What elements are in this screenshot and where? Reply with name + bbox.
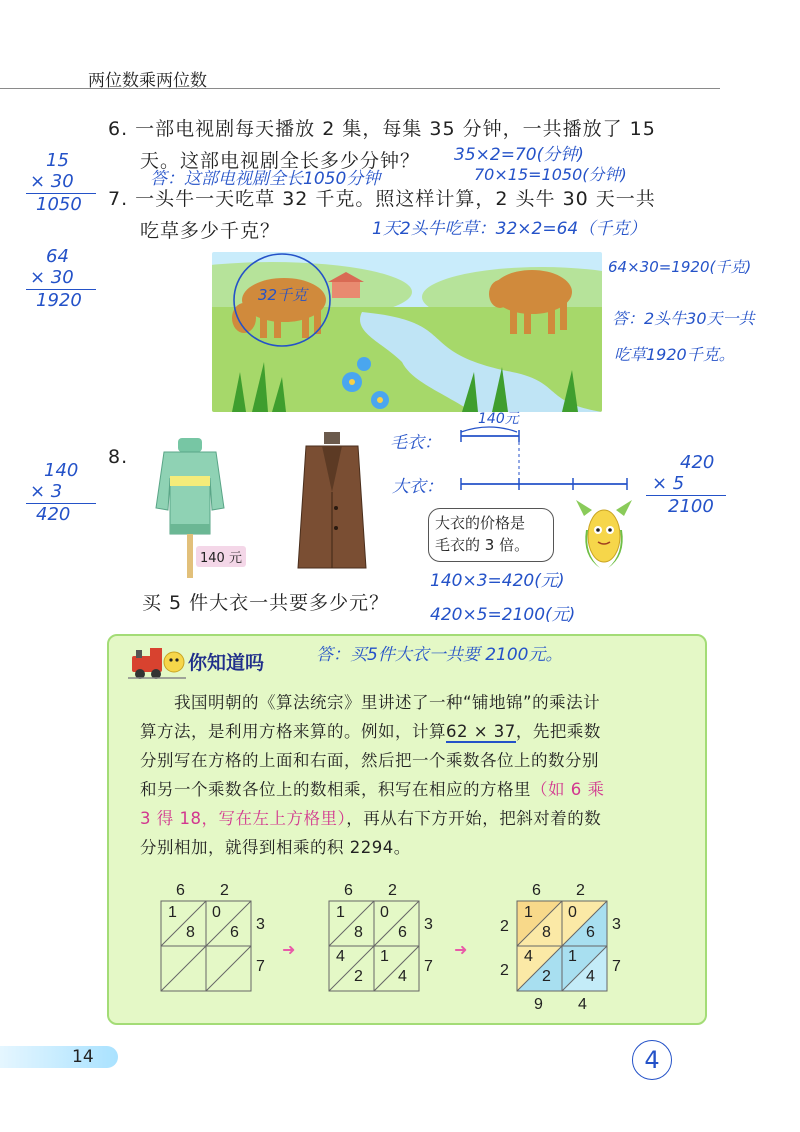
corn-mascot-svg — [574, 496, 634, 572]
grid1-top-digit2: 2 — [220, 882, 229, 899]
hw-calc3-c: 420 — [36, 504, 71, 525]
grid3-cell: 0 — [568, 904, 577, 921]
question-6-line2: 天。这部电视剧全长多少分钟？ — [140, 150, 421, 172]
speech-bubble — [428, 508, 554, 562]
grid3-cell: 2 — [542, 968, 551, 985]
grid3-top-digit1: 6 — [532, 882, 541, 899]
question-7-line2: 吃草多少千克？ — [140, 220, 281, 242]
p4-a: 和另一个乘数各位上的数相乘，积写在相应的方格里 — [140, 780, 531, 799]
hw-calc1-b: × 30 — [30, 171, 74, 192]
hw-calc1-c: 1050 — [36, 194, 82, 215]
hw-left-calc1 — [26, 150, 106, 215]
grid1-right-digit2: 7 — [256, 958, 265, 975]
train-icon — [128, 642, 188, 682]
arrow-right-icon: ➜ — [454, 940, 468, 959]
hw-q8-work2: 420×5=2100(元) — [430, 605, 576, 625]
grid3-bottom-sum2: 4 — [578, 996, 587, 1013]
sidebox-paragraph-line3: 分别写在方格的上面和右面，然后把一个乘数各位上的数分别 — [140, 751, 599, 770]
grid3-left-sum1: 2 — [500, 918, 509, 935]
cows-scene-svg — [212, 252, 602, 412]
hw-cow-label: 32千克 — [258, 286, 308, 304]
question-7-line1: 7. 一头牛一天吃草 32 千克。照这样计算，2 头牛 30 天一共 — [108, 188, 656, 210]
hw-left-calc3 — [26, 460, 106, 525]
p2-a: 算方法，是利用方格来算的。例如，计算 — [140, 722, 446, 741]
hw-q8-answer: 答：买5件大衣一共要 2100元。 — [316, 645, 563, 665]
train-icon-svg — [128, 642, 188, 682]
grid2-top-digit1: 6 — [344, 882, 353, 899]
hw-calc3-a: 140 — [44, 460, 79, 481]
question-6-line1: 6. 一部电视剧每天播放 2 集，每集 35 分钟，一共播放了 15 — [108, 118, 656, 140]
grid1-top-digit1: 6 — [176, 882, 185, 899]
hw-q7-work2: 64×30=1920(千克) — [608, 258, 752, 276]
arrow-right-icon: ➜ — [282, 940, 296, 959]
hw-right-calc-a: 420 — [680, 452, 715, 473]
grid3-cell: 4 — [586, 968, 595, 985]
grid2-cell: 6 — [398, 924, 407, 941]
grid2-cell: 1 — [336, 904, 345, 921]
grid1-cell: 1 — [168, 904, 177, 921]
grid2-cell: 2 — [354, 968, 363, 985]
hw-right-calc — [646, 452, 736, 517]
grid2-cell: 0 — [380, 904, 389, 921]
footer-band — [0, 1046, 118, 1068]
hw-left-calc2 — [26, 246, 106, 311]
sidebox-paragraph-line1: 我国明朝的《算法统宗》里讲述了一种“铺地锦”的乘法计 — [174, 693, 601, 712]
hw-calc3-b: × 3 — [30, 481, 63, 502]
sidebox-paragraph-line5 — [140, 804, 680, 833]
speech-line2: 毛衣的 3 倍。 — [435, 536, 530, 554]
grid2-cell: 4 — [336, 948, 345, 965]
sidebox-paragraph-line2 — [140, 717, 680, 746]
p2-example: 62 × 37 — [446, 722, 516, 741]
grid3-cell: 8 — [542, 924, 551, 941]
hw-q8-work1: 140×3=420(元) — [430, 571, 565, 591]
grid1-right-digit1: 3 — [256, 916, 265, 933]
hw-q6-answer: 答：这部电视剧全长1050分钟 — [150, 169, 381, 189]
grid2-top-digit2: 2 — [388, 882, 397, 899]
grid1-cell: 6 — [230, 924, 239, 941]
corn-mascot — [574, 496, 634, 572]
sidebox-paragraph-line6: 分别相加，就得到相乘的积 2294。 — [140, 838, 411, 857]
p5-b: ，再从右下方开始，把斜对着的数 — [346, 809, 602, 828]
grid3-cell: 4 — [524, 948, 533, 965]
hw-right-calc-b: × 5 — [652, 473, 685, 494]
hw-calc2-b: × 30 — [30, 267, 74, 288]
grid3-top-digit2: 2 — [576, 882, 585, 899]
grid3-cell: 6 — [586, 924, 595, 941]
grid2-cell: 8 — [354, 924, 363, 941]
cows-illustration — [212, 252, 602, 412]
question-8-number: 8. — [108, 446, 129, 468]
sweater-price-tag: 140 元 — [196, 546, 246, 567]
hw-page-mark: 4 — [644, 1046, 660, 1074]
hw-q7-answer1: 答：2头牛30天一共 — [612, 309, 755, 328]
hw-q6-work1: 35×2=70(分钟) — [454, 145, 584, 165]
hw-page-mark-circle — [632, 1040, 672, 1080]
coat-svg — [294, 432, 370, 572]
grid3-right-digit2: 7 — [612, 958, 621, 975]
hw-q7-answer2: 吃草1920千克。 — [614, 345, 735, 364]
hw-q6-work2: 70×15=1050(分钟) — [474, 165, 627, 184]
grid3-right-digit1: 3 — [612, 916, 621, 933]
hw-segment-diagram — [455, 420, 635, 500]
hw-calc2-a: 64 — [46, 246, 69, 267]
did-you-know-title: 你知道吗 — [188, 652, 265, 674]
grid2-cell: 1 — [380, 948, 389, 965]
sidebox-paragraph-line4 — [140, 775, 680, 804]
grid3-cell: 1 — [524, 904, 533, 921]
p5-a: 3 得 18，写在左上方格里） — [140, 809, 347, 828]
coat-illustration — [294, 432, 370, 572]
speech-line1: 大衣的价格是 — [435, 514, 526, 532]
hw-calc2-c: 1920 — [36, 290, 82, 311]
p4-b: （如 6 乘 — [531, 780, 605, 799]
p2-c: ，先把乘数 — [515, 722, 601, 741]
page-number: 14 — [72, 1047, 94, 1067]
grid2-cell: 4 — [398, 968, 407, 985]
hw-diagram-coat-label: 大衣： — [392, 477, 443, 497]
grid3-cell: 1 — [568, 948, 577, 965]
grid2-right-digit2: 7 — [424, 958, 433, 975]
hw-diagram-sweater-label: 毛衣： — [390, 433, 441, 453]
grid1-cell: 8 — [186, 924, 195, 941]
hw-diagram-price: 140元 — [478, 411, 519, 427]
grid3-left-sum2: 2 — [500, 962, 509, 979]
question-8-text: 买 5 件大衣一共要多少元？ — [142, 592, 390, 614]
hw-q7-work1: 1天2头牛吃草：32×2=64（千克） — [372, 219, 647, 239]
grid1-cell: 0 — [212, 904, 221, 921]
grid3-bottom-sum1: 9 — [534, 996, 543, 1013]
hw-calc1-a: 15 — [46, 150, 69, 171]
header-rule — [0, 88, 720, 89]
grid2-right-digit1: 3 — [424, 916, 433, 933]
hw-right-calc-c: 2100 — [668, 496, 714, 517]
chapter-title: 两位数乘两位数 — [88, 71, 207, 91]
